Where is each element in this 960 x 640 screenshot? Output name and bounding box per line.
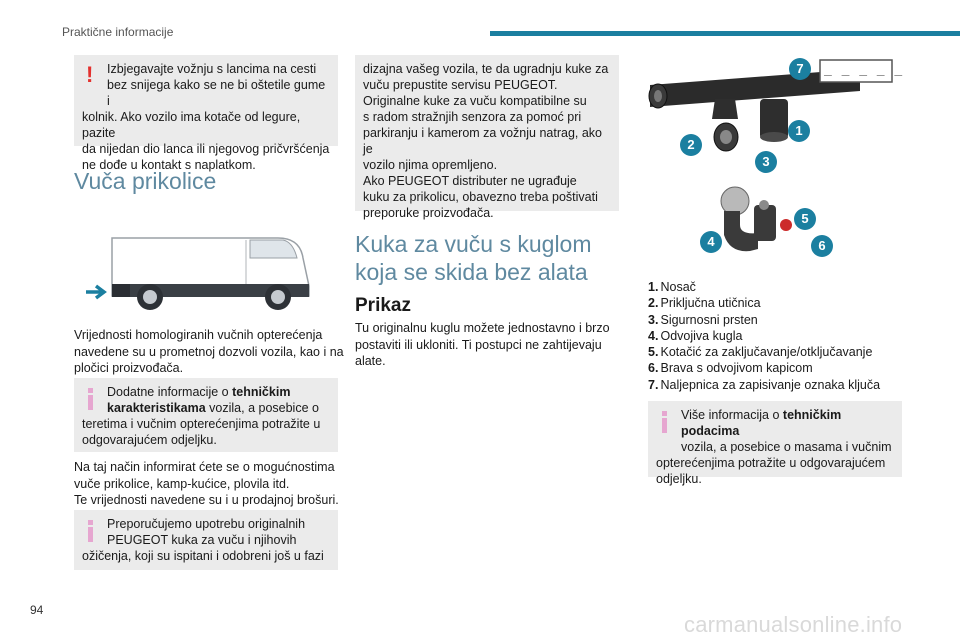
heading-line: koja se skida bez alata — [355, 259, 588, 285]
legend-item — [648, 344, 880, 360]
legend-number: 3. — [648, 312, 659, 327]
legend-text: Priključna utičnica — [660, 296, 761, 311]
legend-number: 6. — [648, 361, 659, 376]
info-line: preporuke proizvođača. — [363, 206, 494, 220]
warning-line: bez snijega kako se ne bi oštetile gume i — [107, 78, 326, 108]
key-code-label: _ _ _ _ _ — [824, 63, 904, 78]
legend-number: 5. — [648, 345, 659, 360]
info-bold-text: tehničkim podacima — [681, 408, 842, 438]
callout-5: 5 — [794, 208, 816, 230]
text-line: navedene su u prometnoj dozvoli vozila, kao i na — [74, 344, 344, 359]
legend-number: 2. — [648, 296, 659, 311]
legend-text: Brava s odvojivom kapicom — [660, 361, 813, 376]
page-number: 94 — [30, 603, 44, 617]
callout-2: 2 — [680, 134, 702, 156]
legend-number: 1. — [648, 280, 659, 294]
warning-line: ne dođe u kontakt s naplatkom. — [82, 158, 256, 172]
legend-item — [648, 377, 880, 393]
subheading-overview: Prikaz — [355, 295, 411, 316]
legend-text: Naljepnica za zapisivanje oznaka ključa — [660, 377, 881, 392]
info-text: Više informacija o — [681, 408, 783, 422]
info-line: parkiranju i kamerom za vožnju natrag, ako je — [363, 126, 603, 156]
legend-number: 7. — [648, 377, 659, 392]
info-bold-text: tehničkim — [232, 385, 291, 399]
info-line: Ako PEUGEOT distributer ne ugrađuje — [363, 174, 577, 188]
warning-icon: ! — [86, 62, 94, 87]
text-line: Te vrijednosti navedene su i u prodajnoj brošuri. — [74, 493, 339, 507]
legend-number: 4. — [648, 328, 659, 343]
info-line: Originalne kuke za vuču kompatibilne su — [363, 94, 587, 108]
warning-line: kolnik. Ako vozilo ima kotače od legure, pazite — [82, 110, 301, 140]
info-box-continued — [355, 55, 619, 220]
section-heading-towing: Vuča prikolice — [74, 168, 217, 194]
info-line: vozila, a posebice o masama i vučnim — [681, 440, 892, 454]
heading-line: Kuka za vuču s kuglom — [355, 231, 592, 257]
text-line: Vrijednosti homologiranih vučnih opterećenja — [74, 328, 323, 342]
paragraph-homologation — [74, 327, 344, 377]
info-line: dizajna vašeg vozila, te da ugradnju kuke za — [363, 62, 609, 76]
paragraph-trailer-info — [74, 459, 344, 509]
header-accent-bar — [490, 31, 960, 36]
parts-legend — [648, 279, 880, 393]
info-bold-text: karakteristikama — [107, 401, 206, 415]
warning-line: Izbjegavajte vožnju s lancima na cesti — [107, 62, 317, 76]
info-line — [82, 400, 330, 416]
info-line: teretima i vučnim opterećenjima potražite u — [82, 417, 321, 431]
info-line — [656, 407, 894, 439]
info-box-recommendation — [74, 510, 338, 570]
legend-item — [648, 295, 880, 311]
info-line: opterećenjima potražite u odgovarajućem — [656, 456, 886, 470]
legend-text: Sigurnosni prsten — [660, 312, 758, 327]
paragraph-towball — [355, 320, 625, 370]
callout-1: 1 — [788, 120, 810, 142]
info-line: vozilo njima opremljeno. — [363, 158, 498, 172]
text-line: postaviti ili ukloniti. Ti postupci ne zahtijevaju — [355, 337, 602, 352]
info-line: PEUGEOT kuka za vuču i njihovih — [107, 533, 297, 547]
info-line — [82, 384, 330, 400]
legend-item — [648, 279, 880, 295]
legend-text: Odvojiva kugla — [660, 328, 743, 343]
text-line: Tu originalnu kuglu možete jednostavno i brzo — [355, 321, 610, 335]
info-line: Preporučujemo upotrebu originalnih — [107, 517, 306, 531]
info-text: vozila, a posebice o — [205, 401, 319, 415]
text-line: alate. — [355, 354, 386, 368]
warning-box — [74, 55, 338, 172]
text-line: vuče prikolice, kamp-kućice, plovila itd. — [74, 476, 290, 491]
watermark: carmanualsonline.info — [684, 612, 903, 637]
info-line: odgovarajućem odjeljku. — [82, 433, 217, 447]
callout-4: 4 — [700, 231, 722, 253]
legend-text: Kotačić za zaključavanje/otključavanje — [660, 345, 873, 360]
legend-item — [648, 360, 880, 376]
text-line: Na taj način informirat ćete se o mogućnostima — [74, 460, 335, 474]
section-title: Praktične informacije — [62, 25, 174, 39]
info-line: vuču prepustite servisu PEUGEOT. — [363, 78, 558, 92]
legend-item — [648, 312, 880, 328]
callout-7: 7 — [789, 58, 811, 80]
info-line: odjeljku. — [656, 472, 702, 486]
info-line: ožičenja, koji su ispitani i odobreni još u fazi — [82, 549, 324, 563]
info-box-tech-data — [648, 401, 902, 486]
info-box-technical — [74, 378, 338, 452]
info-line: s radom stražnjih senzora za pomoć pri — [363, 110, 582, 124]
callout-6: 6 — [811, 235, 833, 257]
warning-line: da nijedan dio lanca ili njegovog pričvršćenja — [82, 142, 330, 156]
legend-item — [648, 328, 880, 344]
legend-text: Nosač — [660, 280, 696, 294]
info-text: Dodatne informacije o — [107, 385, 233, 399]
info-line: kuku za prikolicu, obavezno treba poštivati — [363, 190, 598, 204]
section-heading-towball — [355, 230, 592, 286]
van-illustration — [78, 218, 318, 318]
callout-3: 3 — [755, 151, 777, 173]
text-line: pločici proizvođača. — [74, 361, 184, 375]
